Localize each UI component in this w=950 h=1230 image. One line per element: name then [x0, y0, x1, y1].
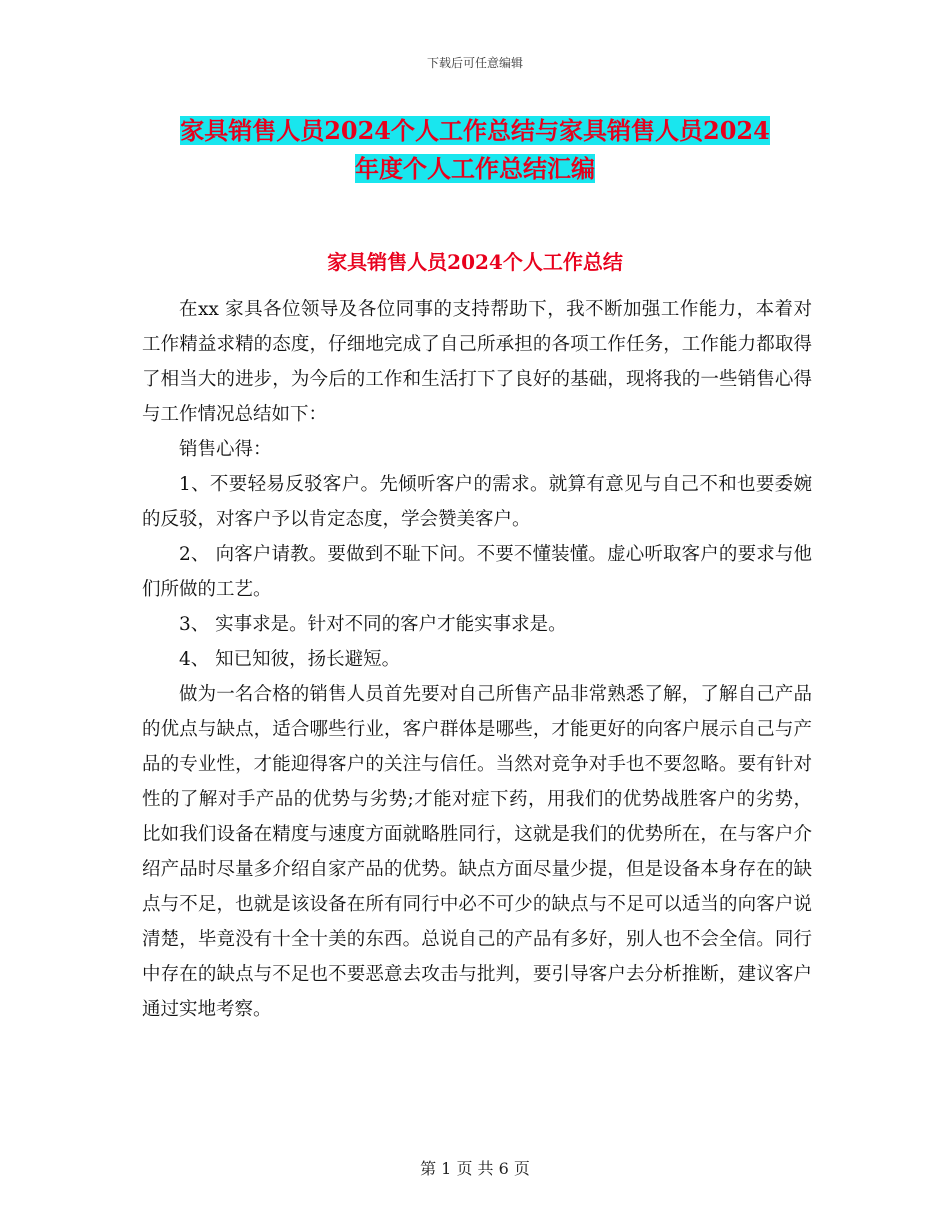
document-title-line-2: 年度个人工作总结汇编	[355, 154, 595, 183]
document-body	[142, 292, 812, 1027]
paragraph: 在xx 家具各位领导及各位同事的支持帮助下，我不断加强工作能力，本着对工作精益求精的态度，仔细地完成了自己所承担的各项工作任务，工作能力都取得了相当大的进步，为今后的工作和生活打下了良好的基础，现将我的一些销售心得与工作情况总结如下：	[142, 299, 812, 425]
document-title	[120, 112, 830, 188]
document-title-line-1: 家具销售人员2024个人工作总结与家具销售人员2024	[180, 116, 770, 145]
header-note: 下载后可任意编辑	[426, 56, 523, 70]
paragraph: 4、 知已知彼，扬长避短。	[179, 649, 401, 670]
section-title: 家具销售人员2024个人工作总结	[327, 250, 623, 274]
paragraph: 2、 向客户请教。要做到不耻下问。不要不懂装懂。虚心听取客户的要求与他们所做的工艺。	[142, 544, 812, 600]
paragraph: 做为一名合格的销售人员首先要对自己所售产品非常熟悉了解，了解自己产品的优点与缺点，适合哪些行业，客户群体是哪些，才能更好的向客户展示自己与产品的专业性，才能迎得客户的关注与信任。当然对竞争对手也不要忽略。要有针对性的了解对手产品的优势与劣势;才能对症下药，用我们的优势战胜客户的劣势，比如我们设备在精度与速度方面就略胜同行，这就是我们的优势所在，在与客户介绍产品时尽量多介绍自家产品的优势。缺点方面尽量少提，但是设备本身存在的缺点与不足，也就是该设备在所有同行中必不可少的缺点与不足可以适当的向客户说清楚，毕竟没有十全十美的东西。总说自己的产品有多好，别人也不会全信。同行中存在的缺点与不足也不要恶意去攻击与批判，要引导客户去分析推断，建议客户通过实地考察。	[142, 684, 812, 1020]
paragraph: 3、 实事求是。针对不同的客户才能实事求是。	[179, 614, 567, 635]
paragraph: 销售心得：	[179, 439, 272, 460]
paragraph: 1、不要轻易反驳客户。先倾听客户的需求。就算有意见与自己不和也要委婉的反驳，对客户予以肯定态度，学会赞美客户。	[142, 474, 812, 530]
page-footer: 第 1 页 共 6 页	[420, 1159, 530, 1178]
